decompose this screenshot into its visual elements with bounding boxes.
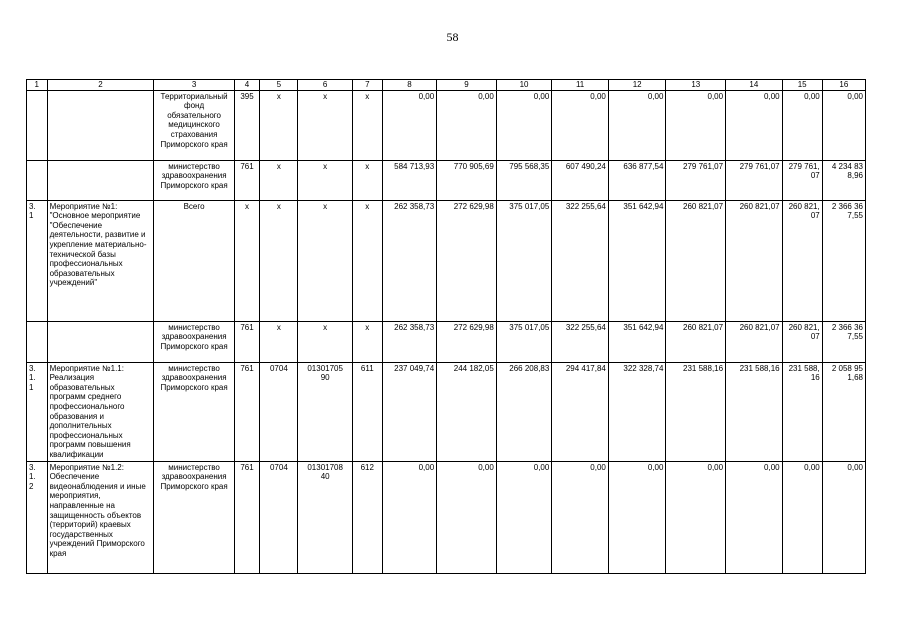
amount-cell: 231 588, 16: [782, 362, 822, 461]
amount-cell: 2 058 95 1,68: [822, 362, 865, 461]
amount-cell: 351 642,94: [608, 200, 666, 321]
page-number: 58: [446, 30, 459, 44]
code-csr: 01301705 90: [298, 362, 352, 461]
amount-cell: 294 417,84: [552, 362, 609, 461]
amount-cell: 260 821, 07: [782, 321, 822, 362]
amount-cell: 770 905,69: [437, 160, 497, 200]
row-index: [27, 321, 48, 362]
amount-cell: 0,00: [496, 90, 552, 160]
amount-cell: 231 588,16: [666, 362, 726, 461]
amount-cell: 322 328,74: [608, 362, 666, 461]
code-grbs: 761: [234, 160, 260, 200]
code-grbs: 395: [234, 90, 260, 160]
amount-cell: 795 568,35: [496, 160, 552, 200]
amount-cell: 0,00: [437, 461, 497, 573]
column-header: 9: [437, 80, 497, 91]
code-vr: 612: [352, 461, 382, 573]
code-vr: 611: [352, 362, 382, 461]
executor: министерство здравоохранения Приморского края: [154, 461, 234, 573]
column-header: 10: [496, 80, 552, 91]
column-header: 12: [608, 80, 666, 91]
amount-cell: 0,00: [782, 90, 822, 160]
row-index: [27, 90, 48, 160]
amount-cell: 262 358,73: [382, 200, 436, 321]
column-header: 8: [382, 80, 436, 91]
code-rzpr: x: [260, 90, 298, 160]
executor: министерство здравоохранения Приморского края: [154, 160, 234, 200]
column-header: 11: [552, 80, 609, 91]
table-row: [27, 160, 866, 200]
amount-cell: 260 821,07: [726, 321, 783, 362]
amount-cell: 0,00: [666, 90, 726, 160]
table-row: [27, 461, 866, 573]
amount-cell: 0,00: [552, 461, 609, 573]
amount-cell: 260 821, 07: [782, 200, 822, 321]
amount-cell: 0,00: [608, 461, 666, 573]
amount-cell: 0,00: [726, 461, 783, 573]
column-header: 6: [298, 80, 352, 91]
amount-cell: 0,00: [666, 461, 726, 573]
code-vr: x: [352, 90, 382, 160]
amount-cell: 322 255,64: [552, 200, 609, 321]
table-row: [27, 321, 866, 362]
amount-cell: 260 821,07: [666, 321, 726, 362]
code-csr: x: [298, 321, 352, 362]
code-grbs: 761: [234, 461, 260, 573]
executor: министерство здравоохранения Приморского края: [154, 321, 234, 362]
amount-cell: 266 208,83: [496, 362, 552, 461]
column-header: 7: [352, 80, 382, 91]
code-rzpr: x: [260, 321, 298, 362]
event-name: Мероприятие №1.2: Обеспечение видеонаблюдения и иные мероприятия, направленные на защищенность объектов (территорий) краевых государственных учреждений Приморского края: [47, 461, 154, 573]
code-rzpr: 0704: [260, 461, 298, 573]
code-rzpr: x: [260, 160, 298, 200]
column-header: 5: [260, 80, 298, 91]
column-header: 13: [666, 80, 726, 91]
row-index: 3. 1. 2: [27, 461, 48, 573]
event-name: [47, 90, 154, 160]
amount-cell: 0,00: [437, 90, 497, 160]
amount-cell: 231 588,16: [726, 362, 783, 461]
amount-cell: 2 366 36 7,55: [822, 321, 865, 362]
amount-cell: 0,00: [552, 90, 609, 160]
amount-cell: 636 877,54: [608, 160, 666, 200]
column-header: 14: [726, 80, 783, 91]
code-csr: x: [298, 90, 352, 160]
amount-cell: 0,00: [382, 90, 436, 160]
column-header: 1: [27, 80, 48, 91]
amount-cell: 260 821,07: [666, 200, 726, 321]
amount-cell: 260 821,07: [726, 200, 783, 321]
table-row: [27, 90, 866, 160]
amount-cell: 607 490,24: [552, 160, 609, 200]
amount-cell: 0,00: [382, 461, 436, 573]
amount-cell: 0,00: [496, 461, 552, 573]
executor: Всего: [154, 200, 234, 321]
amount-cell: 2 366 36 7,55: [822, 200, 865, 321]
column-header: 16: [822, 80, 865, 91]
row-index: [27, 160, 48, 200]
budget-table: [26, 79, 866, 574]
column-header: 2: [47, 80, 154, 91]
event-name: [47, 160, 154, 200]
amount-cell: 0,00: [822, 90, 865, 160]
amount-cell: 262 358,73: [382, 321, 436, 362]
executor: министерство здравоохранения Приморского края: [154, 362, 234, 461]
amount-cell: 375 017,05: [496, 200, 552, 321]
column-header: 4: [234, 80, 260, 91]
amount-cell: 279 761,07: [666, 160, 726, 200]
code-csr: x: [298, 160, 352, 200]
row-index: 3. 1. 1: [27, 362, 48, 461]
row-index: 3. 1: [27, 200, 48, 321]
code-vr: x: [352, 160, 382, 200]
code-csr: 01301708 40: [298, 461, 352, 573]
amount-cell: 244 182,05: [437, 362, 497, 461]
event-name: Мероприятие №1.1: Реализация образовательных программ среднего профессионального образования и дополнительных профессиональных программ повышения квалификации: [47, 362, 154, 461]
code-grbs: 761: [234, 321, 260, 362]
amount-cell: 351 642,94: [608, 321, 666, 362]
amount-cell: 279 761, 07: [782, 160, 822, 200]
amount-cell: 0,00: [782, 461, 822, 573]
code-grbs: x: [234, 200, 260, 321]
amount-cell: 375 017,05: [496, 321, 552, 362]
column-header: 3: [154, 80, 234, 91]
amount-cell: 322 255,64: [552, 321, 609, 362]
amount-cell: 0,00: [822, 461, 865, 573]
code-rzpr: x: [260, 200, 298, 321]
event-name: [47, 321, 154, 362]
code-vr: x: [352, 200, 382, 321]
table-row: [27, 200, 866, 321]
amount-cell: 272 629,98: [437, 200, 497, 321]
amount-cell: 0,00: [726, 90, 783, 160]
code-grbs: 761: [234, 362, 260, 461]
amount-cell: 272 629,98: [437, 321, 497, 362]
code-vr: x: [352, 321, 382, 362]
code-rzpr: 0704: [260, 362, 298, 461]
code-csr: x: [298, 200, 352, 321]
executor: Территориальный фонд обязательного медицинского страхования Приморского края: [154, 90, 234, 160]
column-header: 15: [782, 80, 822, 91]
table-row: [27, 362, 866, 461]
amount-cell: 4 234 83 8,96: [822, 160, 865, 200]
column-header-row: [27, 80, 866, 91]
amount-cell: 584 713,93: [382, 160, 436, 200]
event-name: Мероприятие №1: "Основное мероприятие "Обеспечение деятельности, развитие и укрепление материально-технической базы профессиональных образовательных учреждений": [47, 200, 154, 321]
amount-cell: 0,00: [608, 90, 666, 160]
amount-cell: 237 049,74: [382, 362, 436, 461]
amount-cell: 279 761,07: [726, 160, 783, 200]
